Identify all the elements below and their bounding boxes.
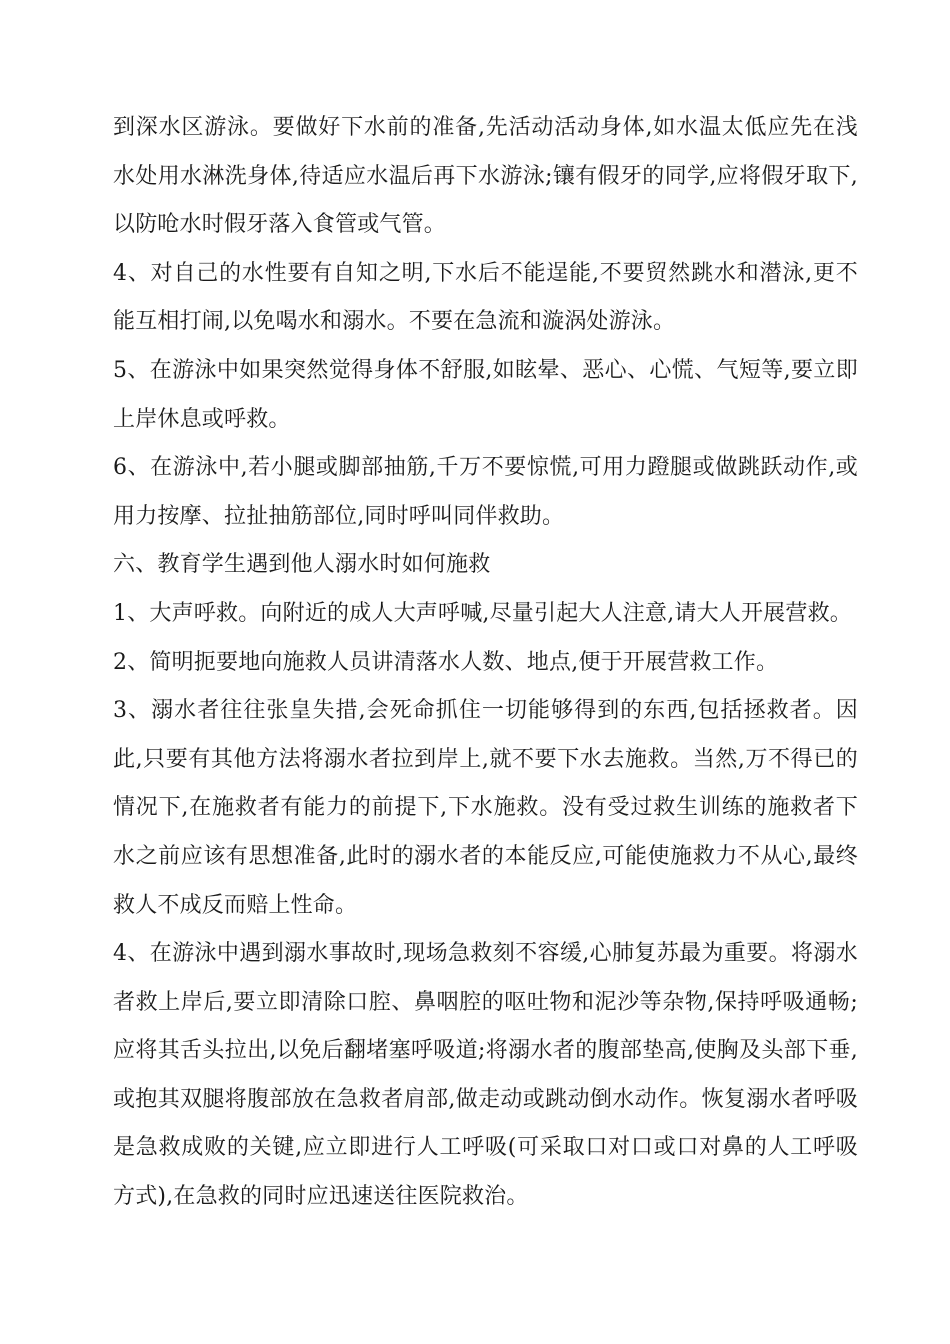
paragraph-rescue-4-first-aid: 4、在游泳中遇到溺水事故时,现场急救刻不容缓,心肺复苏最为重要。将溺水者救上岸后,要立即清除口腔、鼻咽腔的呕吐物和泥沙等杂物,保持呼吸通畅;应将其舌头拉出,以免后翻堵塞呼吸道;将溺水者的腹部垫高,使胸及头部下垂,或抱其双腿将腹部放在急救者肩部,做走动或跳动倒水动作。恢复溺水者呼吸是急救成败的关键,应立即进行人工呼吸(可采取口对口或口对鼻的人工呼吸方式),在急救的同时应迅速送往医院救治。	[113, 941, 858, 1210]
paragraph-item-6-cramps: 6、在游泳中,若小腿或脚部抽筋,千万不要惊慌,可用力蹬腿或做跳跃动作,或用力按摩、拉扯抽筋部位,同时呼叫同伴救助。	[113, 455, 858, 529]
paragraph-rescue-3-caution: 3、溺水者往往张皇失措,会死命抓住一切能够得到的东西,包括拯救者。因此,只要有其他方法将溺水者拉到岸上,就不要下水去施救。当然,万不得已的情况下,在施救者有能力的前提下,下水施救。没有受过救生训练的施救者下水之前应该有思想准备,此时的溺水者的本能反应,可能使施救力不从心,最终救人不成反而赔上性命。	[113, 698, 858, 918]
paragraph-rescue-1-shout: 1、大声呼救。向附近的成人大声呼喊,尽量引起大人注意,请大人开展营救。	[113, 600, 852, 626]
body-text	[113, 104, 858, 1222]
paragraph-item-5-feeling-unwell: 5、在游泳中如果突然觉得身体不舒服,如眩晕、恶心、心慌、气短等,要立即上岸休息或呼救。	[113, 357, 858, 432]
section-heading-rescue: 六、教育学生遇到他人溺水时如何施救	[113, 552, 491, 578]
paragraph-item-4-know-your-ability: 4、对自己的水性要有自知之明,下水后不能逞能,不要贸然跳水和潜泳,更不能互相打闹,以免喝水和溺水。不要在急流和漩涡处游泳。	[113, 260, 858, 335]
paragraph-prep-before-swimming: 到深水区游泳。要做好下水前的准备,先活动活动身体,如水温太低应先在浅水处用水淋洗身体,待适应水温后再下水游泳;镶有假牙的同学,应将假牙取下,以防呛水时假牙落入食管或气管。	[113, 115, 858, 238]
paragraph-rescue-2-inform: 2、简明扼要地向施救人员讲清落水人数、地点,便于开展营救工作。	[113, 649, 779, 675]
